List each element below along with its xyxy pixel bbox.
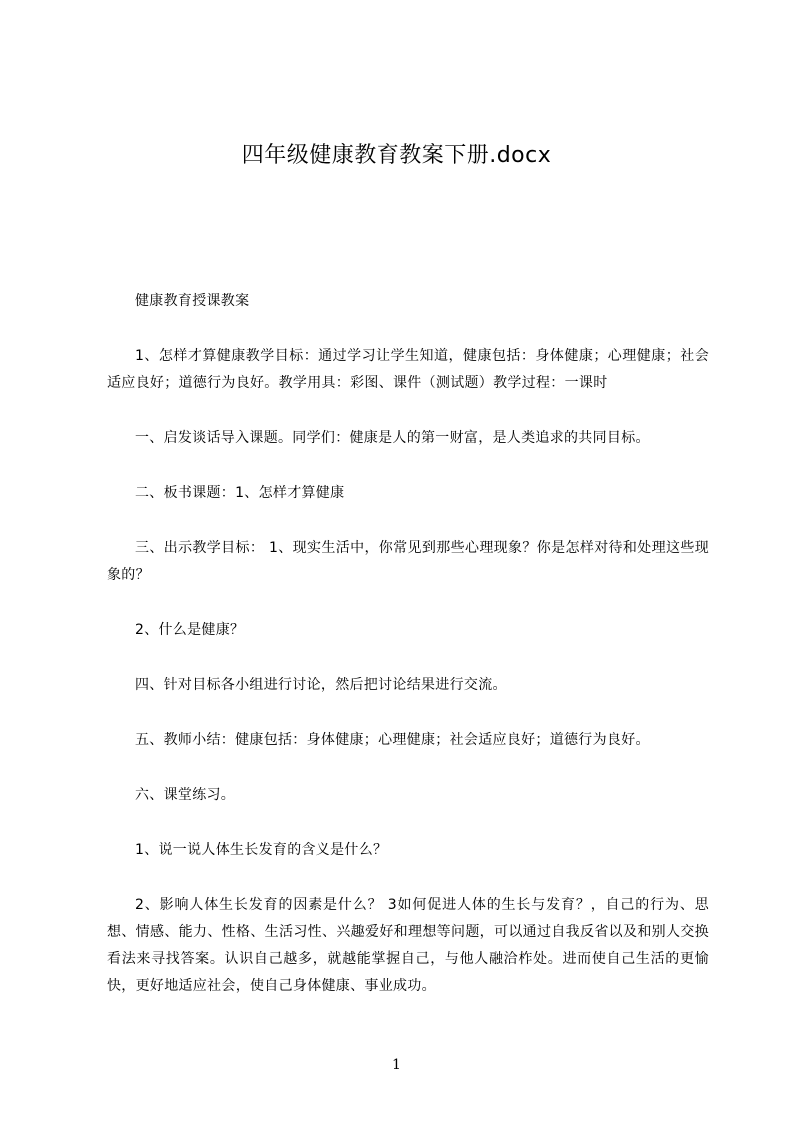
paragraph-exercise-1: 1、说一说人体生长发育的含义是什么？ [135,842,388,858]
paragraph-step-5: 五、教师小结：健康包括：身体健康；心理健康；社会适应良好；道德行为良好。 [135,732,650,748]
paragraph-step-3: 三、出示教学目标： 1、现实生活中，你常见到那些心理现象？你是怎样对待和处理这些现象的？ [107,540,709,583]
paragraph-exercise-2: 2、影响人体生长发育的因素是什么？ 3如何促进人体的生长与发育？，自己的行为、思想、情感、能力、性格、生活习性、兴趣爱好和理想等问题，可以通过自我反省以及和别人交换看法来寻找答案。认识自己越多，就越能掌握自己，与他人融洽柞处。进而使自己生活的更愉快，更好地适应社会，使自己身体健康、事业成功。 [107,897,709,994]
paragraph-step-4: 四、针对目标各小组进行讨论，然后把讨论结果进行交流。 [135,677,507,693]
page-number: 1 [392,1057,401,1073]
document-body [107,288,709,1028]
paragraph-question-2: 2、什么是健康？ [135,622,245,638]
paragraph-step-2: 二、板书课题：1、怎样才算健康 [135,485,345,501]
document-title: 四年级健康教育教案下册.docx [241,143,552,168]
paragraph-objectives: 1、怎样才算健康教学目标：通过学习让学生知道，健康包括：身体健康；心理健康；社会适应良好；道德行为良好。教学用具：彩图、课件（测试题）教学过程：一课时 [107,348,709,391]
paragraph-step-1: 一、启发谈话导入课题。同学们：健康是人的第一财富，是人类追求的共同目标。 [135,430,650,446]
paragraph-step-6: 六、课堂练习。 [135,787,236,803]
paragraph-heading: 健康教育授课教案 [135,293,250,309]
